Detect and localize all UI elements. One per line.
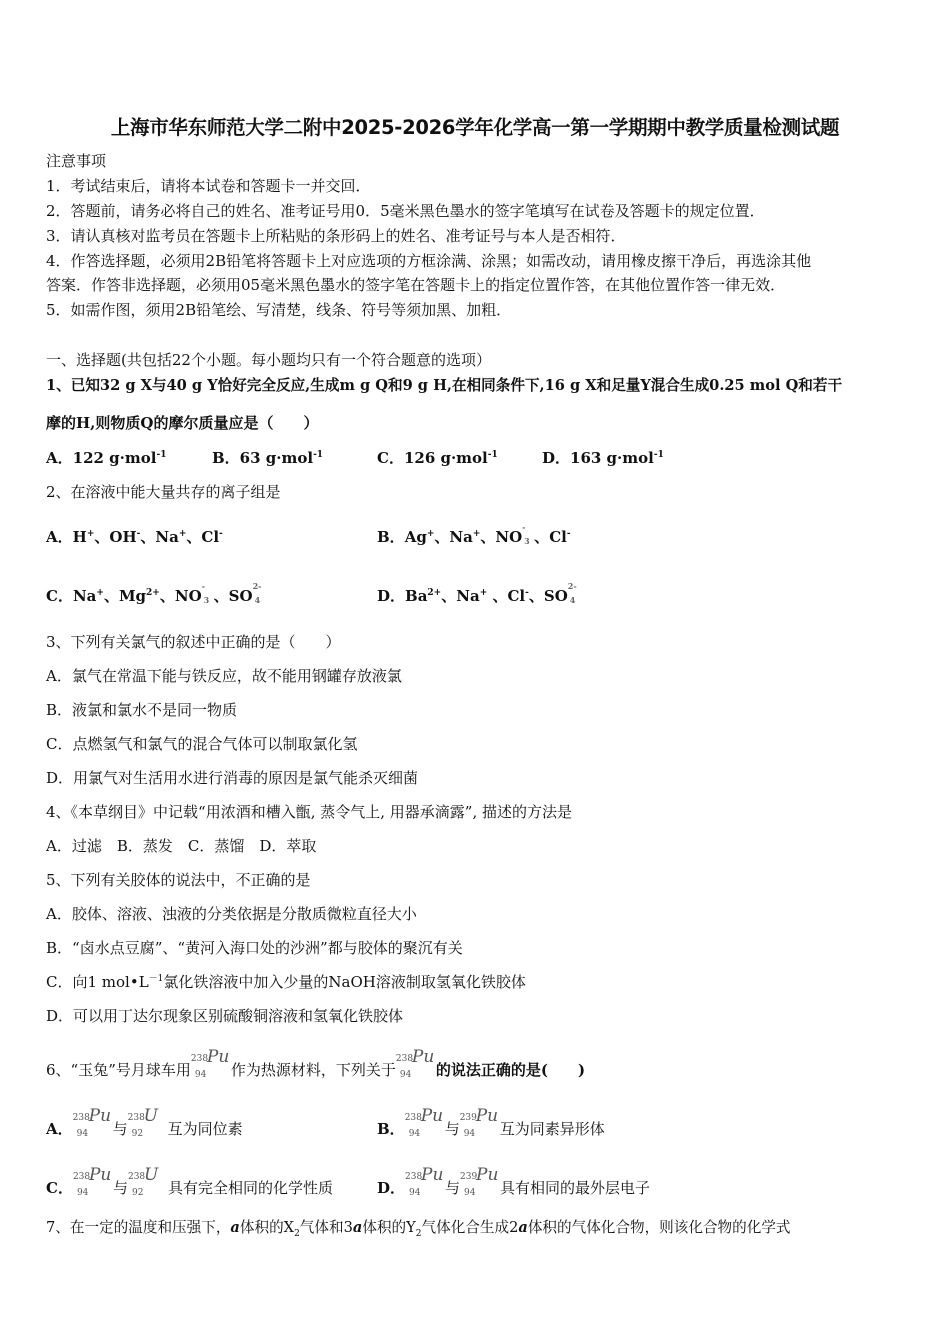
notice-heading: 注意事项 — [46, 152, 107, 170]
notice-item: 4．作答选择题，必须用2B铅笔将答题卡上对应选项的方框涂满、涂黑；如需改动，请用橡皮擦干净后，再选涂其他 — [46, 252, 812, 270]
question-3-stem: 3、下列有关氯气的叙述中正确的是（ ） — [46, 633, 341, 651]
question-6-stem: 6、“玉兔”号月球车用 238 94 Pu 作为热源材料，下列关于 238 94 Pu 的说法正确的是( ) — [46, 1047, 586, 1080]
q3-option-a: A．氯气在常温下能与铁反应，故不能用钢罐存放液氯 — [46, 667, 402, 685]
q5-option-b: B．“卤水点豆腐”、“黄河入海口处的沙洲”都与胶体的聚沉有关 — [46, 939, 463, 957]
notice-item: 5．如需作图，须用2B铅笔绘、写清楚，线条、符号等须加黑、加粗． — [46, 301, 512, 319]
notice-item: 2．答题前，请务必将自己的姓名、准考证号用0．5毫米黑色墨水的签字笔填写在试卷及答题卡的规定位置． — [46, 202, 765, 220]
q2-option-d: D．$Ba^{2+}$、Na+ 、Cl-、SO 2- 4 — [377, 581, 577, 605]
q4-options: A．过滤 B．蒸发 C．蒸馏 D．萃取 — [46, 837, 317, 855]
q5-option-c: C．向1 $mol•L^{-1}$氯化铁溶液中加入少量的NaOH溶液制取氢氧化铁胶体 — [46, 973, 526, 991]
q1-option-c: C．126 g·mol$^{-1}$ — [377, 449, 498, 467]
q3-option-d: D．用氯气对生活用水进行消毒的原因是氯气能杀灭细菌 — [46, 769, 419, 787]
q3-option-c: C．点燃氢气和氯气的混合气体可以制取氯化氢 — [46, 735, 358, 753]
question-1-line-2: 摩的H,则物质Q的摩尔质量应是（ ） — [46, 414, 319, 432]
q1-option-a: A．122 g·mol$^{-1}$ — [46, 449, 167, 467]
q6-option-d: D． 238 94 Pu 与 239 94 Pu 具有相同的最外层电子 — [377, 1165, 651, 1198]
question-1-line-1: 1、已知32 g X与40 g Y恰好完全反应,生成m g Q和9 g H,在相同条件下,16 g X和足量Y混合生成0.25 mol Q和若干 — [46, 377, 843, 394]
q6-option-b: B． 238 94 Pu 与 239 94 Pu 互为同素异形体 — [377, 1106, 605, 1139]
question-2-stem: 2、在溶液中能大量共存的离子组是 — [46, 483, 281, 501]
section-heading: 一、选择题(共包括22个小题。每小题均只有一个符合题意的选项） — [46, 351, 491, 369]
q2-option-b: B．Ag+、Na+、NO - 3 、Cl- — [377, 522, 571, 546]
q2-option-a: A．H+、OH-、Na+、Cl- — [46, 528, 223, 546]
q1-option-d: D．163 g·mol$^{-1}$ — [542, 449, 664, 467]
question-4-stem: 4、《本草纲目》中记载“用浓酒和槽入甑, 蒸令气上, 用器承滴露”, 描述的方法是 — [46, 803, 572, 821]
notice-item: 1．考试结束后，请将本试卷和答题卡一并交回． — [46, 177, 371, 195]
q5-option-a: A．胶体、溶液、浊液的分类依据是分散质微粒直径大小 — [46, 905, 417, 923]
q1-option-b: B．63 g·mol$^{-1}$ — [212, 449, 324, 467]
q5-option-d: D．可以用丁达尔现象区别硫酸铜溶液和氢氧化铁胶体 — [46, 1007, 404, 1025]
q2-option-c: C．Na+、$Mg^{2+}$、NO - 3 、SO 2- 4 — [46, 581, 262, 605]
question-5-stem: 5、下列有关胶体的说法中，不正确的是 — [46, 871, 311, 889]
pu-238-nuclide: 238 94 Pu — [395, 1047, 435, 1080]
q6-option-c: C． 238 94 Pu 与 238 92 U 具有完全相同的化学性质 — [46, 1165, 333, 1198]
q3-option-b: B．液氯和氯水不是同一物质 — [46, 701, 238, 719]
question-7-stem: 7、在一定的温度和压强下，a体积的$X_2$气体和3a体积的$Y_2$气体化合生成2a体积的气体化合物，则该化合物的化学式 — [46, 1219, 791, 1239]
page-title: 上海市华东师范大学二附中2025-2026学年化学高一第一学期期中教学质量检测试题 — [110, 116, 840, 139]
notice-item: 答案．作答非选择题，必须用05毫米黑色墨水的签字笔在答题卡上的指定位置作答，在其他位置作答一律无效． — [46, 276, 786, 294]
q6-option-a: A． 238 94 Pu 与 238 92 U 互为同位素 — [46, 1106, 243, 1139]
notice-item: 3．请认真核对监考员在答题卡上所粘贴的条形码上的姓名、准考证号与本人是否相符． — [46, 227, 626, 245]
pu-238-nuclide: 238 94 Pu — [190, 1047, 230, 1080]
